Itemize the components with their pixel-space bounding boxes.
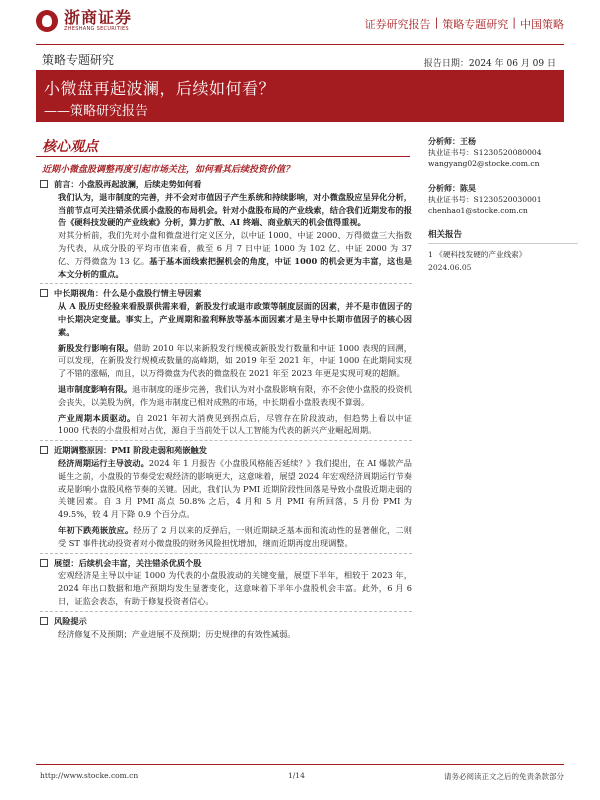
section-divider xyxy=(40,283,412,284)
bullet-checkbox-icon xyxy=(40,289,48,297)
bullet-checkbox-icon xyxy=(40,180,48,188)
lead-question: 近期小微盘股调整再度引起市场关注，如何看其后续投资价值？ xyxy=(42,165,295,175)
report-subtitle: ——策略研究报告 xyxy=(44,104,149,119)
report-date: 报告日期：2024 年 06 月 09 日 xyxy=(423,59,556,69)
long-term-paragraph-3: 退市制度影响有限。退市制度的逐步完善，我们认为对小盘股影响有限，亦不会使小盘股的投资机会丧失，以美股为例，作为退市制度已相对成熟的市场，中长期看小盘股表现不算弱。 xyxy=(58,383,412,407)
nav-item-securities-research: 证券研究报告 xyxy=(364,18,431,31)
section-outlook-title: 展望：后续机会丰富，关注错杀优质个股 xyxy=(40,557,412,570)
section-divider xyxy=(40,553,412,554)
bullet-checkbox-icon xyxy=(40,559,48,567)
long-term-paragraph-4: 产业周期本质驱动。自 2021 年初大消费见到拐点后，尽管存在阶段波动，但趋势上看以中证 1000 代表的小盘股相对占优，源自于当前处于以人工智能为代表的新兴产业崛起周期。 xyxy=(58,412,412,436)
core-views-divider xyxy=(36,156,410,157)
outlook-paragraph: 宏观经济是主导以中证 1000 为代表的小盘股波动的关键变量，展望下半年，相较于 2023 年，2024 年出口数据和地产预期均发生显著变化，这意味着下半年小盘股机会丰富。此外，6 月 6 日，证监会表态，有助于修复投资者信心。 xyxy=(58,570,412,606)
analyst-email-link[interactable]: wangyang02@stocke.com.cn xyxy=(428,159,540,168)
nav-item-strategy-topic: 策略专题研究 xyxy=(442,18,509,31)
title-banner xyxy=(36,70,564,122)
bullet-checkbox-icon xyxy=(40,617,48,625)
report-category-nav: 证券研究报告 | 策略专题研究 | 中国策略 xyxy=(364,16,564,31)
preface-paragraph-2: 对其分析前，我们先对小盘和微盘进行定义区分，以中证 1000、中证 2000、万得微盘三大指数为代表，从成分股的平均市值来看，截至 6 月 7 日中证 1000 为 102 亿、中证 2000 为 37 亿、万得微盘为 13 亿。基于基本面线索把握机会的角度，中证 1000 的机会更为丰富，这也是本文分析的重点。 xyxy=(58,230,413,279)
long-term-paragraph-1: 从 A 股历史经验来看股票供需来看，新股发行或退市政策等制度层面的因素，并不是市值因子的中长期决定变量。事实上，产业周期和盈利释放等基本面因素才是主导中长期市值因子的核心因素。 xyxy=(58,301,412,337)
analyst-cert: 执业证书号：S1230520080004 xyxy=(428,148,542,157)
section-long-term-title: 中长期视角：什么是小盘股行情主导因素 xyxy=(40,287,412,300)
preface-paragraph-1: 我们认为，退市制度的完善，并不会对市值因子产生系统和持续影响，对小微盘股应呈异化分析，当前节点可关注错杀优质小盘股的布局机会。针对小盘股布局的产业线索，结合我们近期发布的报告《硬科技发硬的产业线索》分析，算力扩散、AI 终端、商业航天的机会值得重视。 xyxy=(58,191,412,228)
footer-website-link[interactable]: http://www.stocke.com.cn xyxy=(40,771,139,780)
logo-mark-icon xyxy=(36,10,58,32)
document-type: 策略专题研究 xyxy=(42,53,115,67)
footer-divider xyxy=(36,764,564,765)
page-number: 1/14 xyxy=(288,771,305,780)
header-divider xyxy=(36,44,564,45)
main-content xyxy=(40,178,412,640)
core-views-heading: 核心观点 xyxy=(42,139,98,155)
recent-paragraph-1: 经济周期运行主导波动。2024 年 1 月报告《小盘股风格能否延续？》我们提出，在 AI 爆款产品诞生之前，小盘股的节奏受宏观经济的影响更大，这意味着，展望 2024 年宏观经济周期运行节奏或是影响小盘股风格节奏的关键。因此，我们认为 PMI 近期阶段性回落是导致小盘股近期走弱的关键因素。自 3 月 PMI 高点 50.8% 之后，4 月和 5 月 PMI 有所回落，5 月份 PMI 为 49.5%，较 4 月下降 0.9 个百分点。 xyxy=(58,457,412,520)
related-reports-heading: 相关报告 xyxy=(428,230,578,244)
sidebar xyxy=(428,136,578,273)
analyst-email-link[interactable]: chenhao1@stocke.com.cn xyxy=(428,206,528,215)
section-divider xyxy=(40,440,412,441)
company-logo xyxy=(36,10,132,32)
section-risk-title: 风险提示 xyxy=(40,615,412,628)
analyst-card xyxy=(428,136,578,169)
bullet-checkbox-icon xyxy=(40,446,48,454)
related-report-date: 2024.06.05 xyxy=(428,263,472,272)
section-recent-adjustment-title: 近期调整原因：PMI 阶段走弱和苑嵌触发 xyxy=(40,444,412,457)
related-report-link[interactable]: 1 《硬科技发硬的产业线索》 xyxy=(428,250,527,259)
risk-paragraph: 经济修复不及预期；产业进展不及预期；历史规律的有效性减弱。 xyxy=(58,628,296,639)
section-divider xyxy=(40,611,412,612)
logo-name-en: ZHESHANG SECURITIES xyxy=(64,26,129,32)
nav-item-china-strategy: 中国策略 xyxy=(520,18,564,31)
analyst-card xyxy=(428,183,578,216)
logo-name-cn: 浙商证券 xyxy=(64,8,133,27)
report-title: 小微盘再起波澜，后续如何看？ xyxy=(44,79,276,98)
analyst-name: 分析师：王杨 xyxy=(428,136,476,146)
recent-paragraph-2: 年初下跌苑嵌放应。经历了 2 月以来的反弹后，一则近期缺乏基本面和流动性的显著催化，二则受 ST 事件扰动投资者对小微盘股的财务风险担忧增加，继而近期再度出现调整。 xyxy=(58,524,412,548)
long-term-paragraph-2: 新股发行影响有限。借助 2010 年以来新股发行规模或新股发行数量和中证 1000 表现的回溯，可以发现，在新股发行规模或数量的高峰期，如 2019 年至 2021 年，中证 1000 在此期间实现了不错的涨幅，而且，以万得微盘为代表的微盘股在 2021 年至 2023 年更是实现可观的超额。 xyxy=(58,342,412,379)
analyst-cert: 执业证书号：S1230520030001 xyxy=(428,195,542,204)
analyst-name: 分析师：陈昊 xyxy=(428,183,476,193)
section-preface-title: 前言：小盘股再起波澜，后续走势如何看 xyxy=(40,178,412,191)
disclaimer-note: 请务必阅读正文之后的免责条款部分 xyxy=(444,772,564,781)
